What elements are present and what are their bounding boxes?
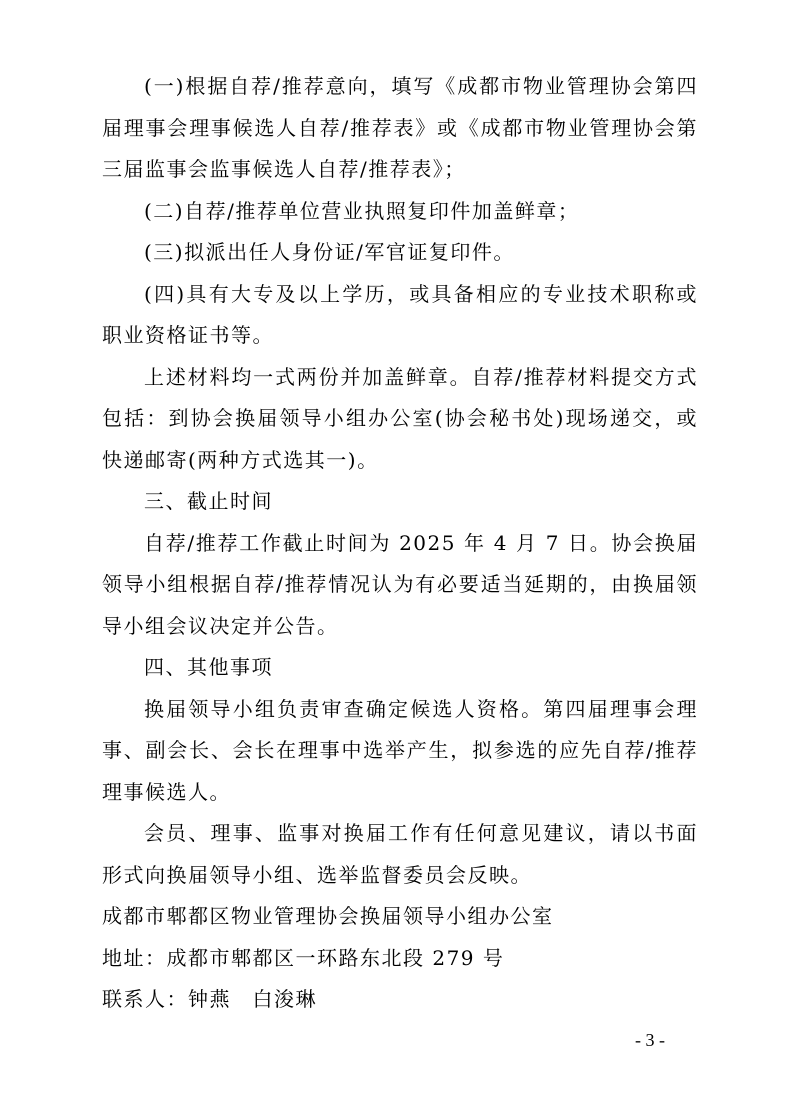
- paragraph-deadline: 自荐/推荐工作截止时间为 2025 年 4 月 7 日。协会换届领导小组根据自荐/推荐情况认为有必要适当延期的，由换届领导小组会议决定并公告。: [102, 530, 698, 638]
- paragraph-qualification: 换届领导小组负责审查确定候选人资格。第四届理事会理事、副会长、会长在理事中选举产生，拟参选的应先自荐/推荐理事候选人。: [102, 696, 698, 804]
- page-number: - 3 -: [635, 1030, 665, 1050]
- paragraph-item-2: (二)自荐/推荐单位营业执照复印件加盖鲜章；: [144, 198, 580, 223]
- paragraph-item-1: (一)根据自荐/推荐意向，填写《成都市物业管理协会第四届理事会理事候选人自荐/推荐表》或《成都市物业管理协会第三届监事会监事候选人自荐/推荐表》；: [102, 74, 698, 181]
- paragraph-materials: 上述材料均一式两份并加盖鲜章。自荐/推荐材料提交方式包括：到协会换届领导小组办公室(协会秘书处)现场递交，或快递邮寄(两种方式选其一)。: [102, 364, 698, 472]
- contact-address: 地址：成都市郫都区一环路东北段 279 号: [102, 945, 505, 970]
- contact-office: 成都市郫都区物业管理协会换届领导小组办公室: [102, 904, 554, 928]
- paragraph-item-4: (四)具有大专及以上学历，或具备相应的专业技术职称或职业资格证书等。: [102, 281, 698, 347]
- section-heading-other: 四、其他事项: [144, 655, 273, 679]
- paragraph-feedback: 会员、理事、监事对换届工作有任何意见建议，请以书面形式向换届领导小组、选举监督委员会反映。: [102, 821, 698, 887]
- paragraph-item-3: (三)拟派出任人身份证/军官证复印件。: [144, 240, 515, 264]
- section-heading-deadline: 三、截止时间: [144, 489, 273, 513]
- contact-persons: 联系人：钟燕 白浚琳: [102, 987, 317, 1011]
- document-body: [102, 66, 698, 1021]
